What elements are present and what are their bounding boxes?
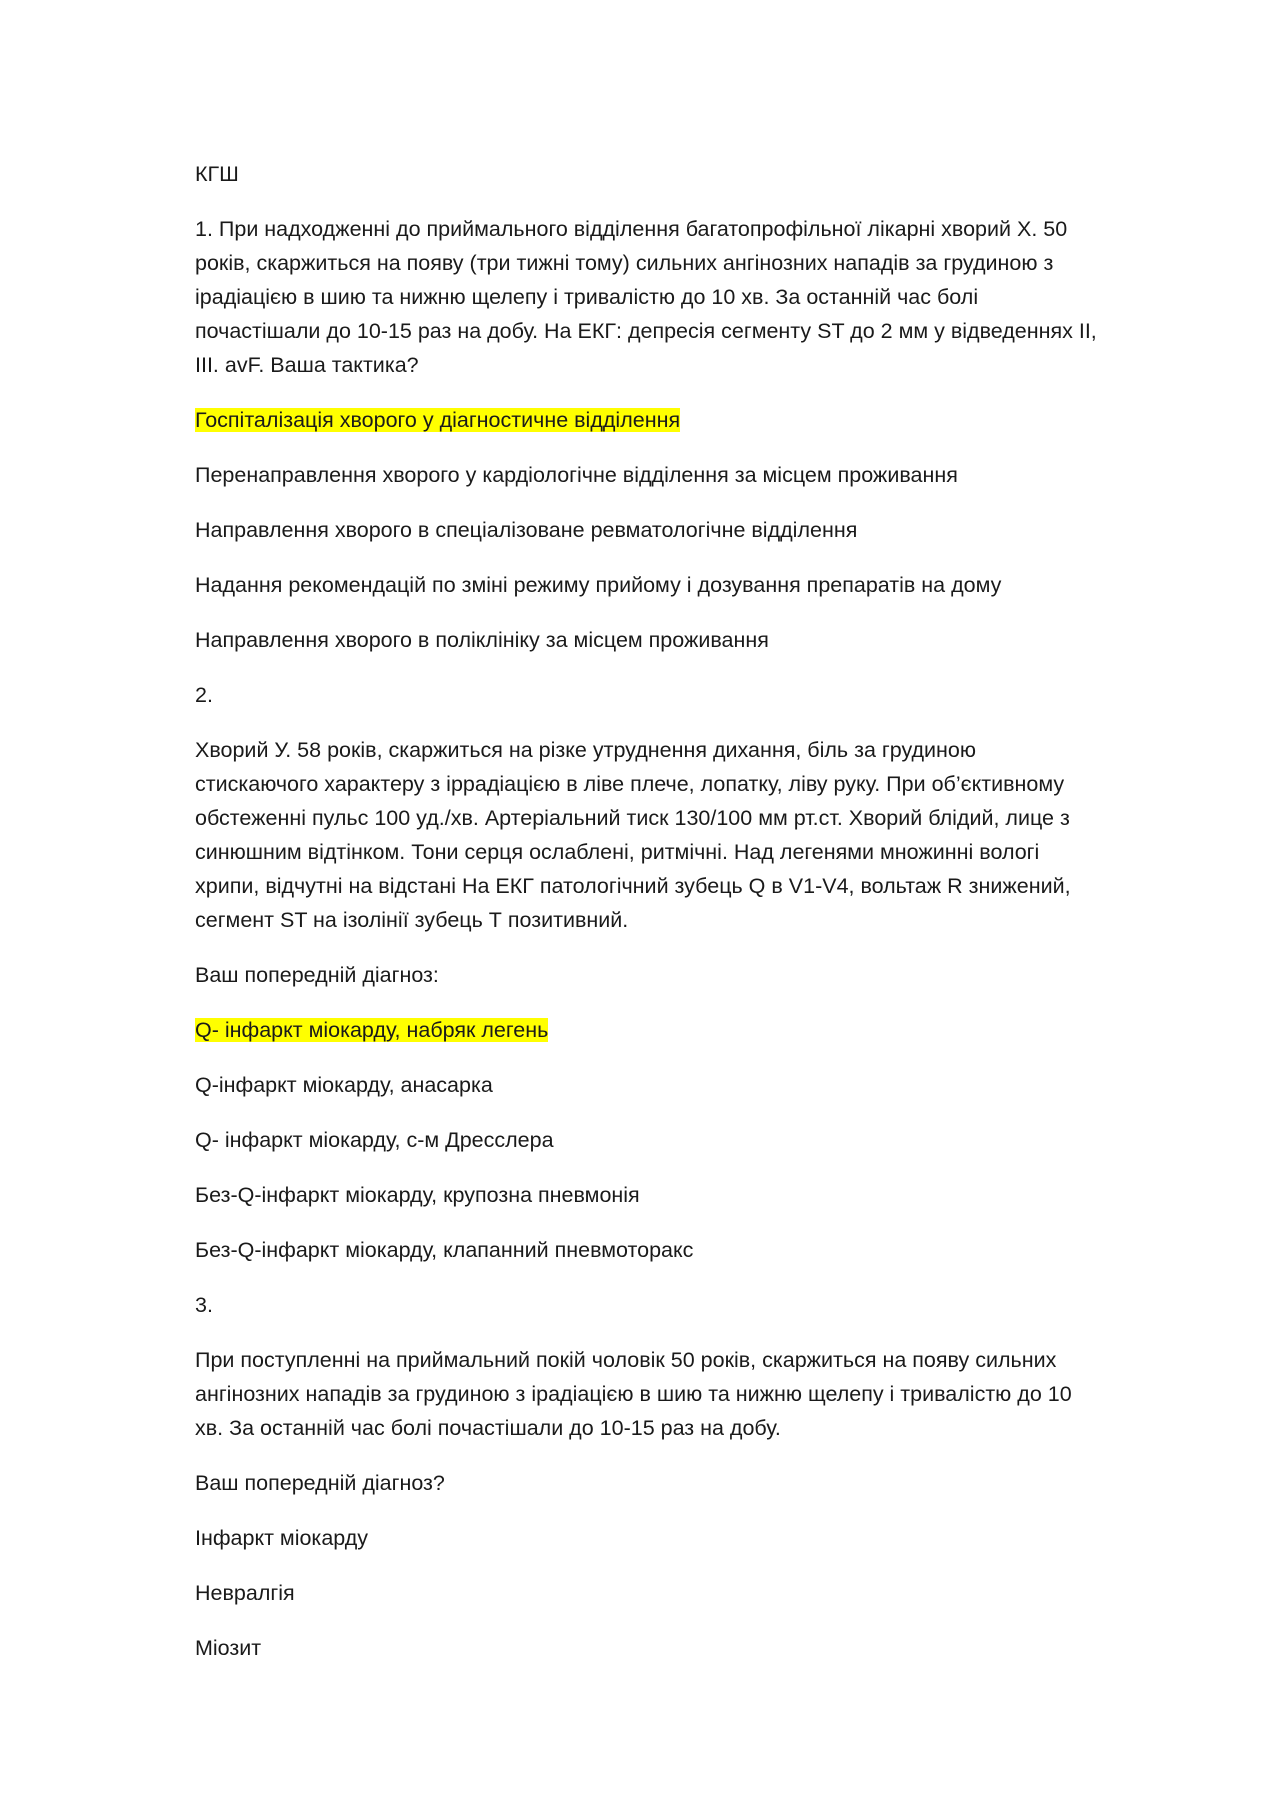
question-3-prompt: Ваш попередній діагноз? (195, 1471, 445, 1495)
q3-option-2: Невралгія (195, 1581, 295, 1605)
q1-option-4: Надання рекомендацій по зміні режиму прийому і дозування препаратів на дому (195, 573, 1002, 597)
question-2-number: 2. (195, 683, 213, 707)
q1-option-2: Перенаправлення хворого у кардіологічне відділення за місцем проживання (195, 463, 958, 487)
question-3-number: 3. (195, 1293, 213, 1317)
document-page (195, 157, 1100, 1686)
q1-option-3: Направлення хворого в спеціалізоване ревматологічне відділення (195, 518, 858, 542)
q1-option-5: Направлення хворого в поліклініку за місцем проживання (195, 628, 769, 652)
q2-option-2: Q-інфаркт міокарду, анасарка (195, 1073, 493, 1097)
highlight-mark: Q- інфаркт міокарду, набряк легень (195, 1018, 549, 1042)
q3-option-3: Міозит (195, 1636, 262, 1660)
q1-option-1-correct (195, 403, 1100, 437)
q2-option-5: Без-Q-інфаркт міокарду, клапанний пневмоторакс (195, 1238, 694, 1262)
question-2-prompt: Ваш попередній діагноз: (195, 963, 439, 987)
question-1-text: 1. При надходженні до приймального відділення багатопрофільної лікарні хворий Х. 50 років, скаржиться на появу (три тижні тому) сильних ангінозних нападів за грудиною з ірадіацією в шию та нижню щелепу і тривалістю до 10 хв. За останній час болі почастішали до 10-15 раз на добу. На ЕКГ: депресія сегменту ST до 2 мм у відведеннях II, III. avF. Ваша тактика? (195, 217, 1097, 377)
q3-option-1: Інфаркт міокарду (195, 1526, 369, 1550)
q2-option-4: Без-Q-інфаркт міокарду, крупозна пневмонія (195, 1183, 640, 1207)
question-3-text: При поступленні на приймальний покій чоловік 50 років, скаржиться на появу сильних ангінозних нападів за грудиною з ірадіацією в шию та нижню щелепу і тривалістю до 10 хв. За останній час болі почастішали до 10-15 раз на добу. (195, 1348, 1072, 1440)
q2-option-1-correct (195, 1013, 1100, 1047)
highlight-mark: Госпіталізація хворого у діагностичне відділення (195, 408, 681, 432)
document-heading: КГШ (195, 162, 239, 186)
question-2-text: Хворий У. 58 років, скаржиться на різке утруднення дихання, біль за грудиною стискаючого характеру з іррадіацією в ліве плече, лопатку, ліву руку. При об’єктивному обстеженні пульс 100 уд./хв. Артеріальний тиск 130/100 мм рт.ст. Хворий блідий, лице з синюшним відтінком. Тони серця ослаблені, ритмічні. Над легенями множинні вологі хрипи, відчутні на відстані На ЕКГ патологічний зубець Q в V1-V4, вольтаж R знижений, сегмент ST на ізолінії зубець Т позитивний. (195, 738, 1071, 932)
q2-option-3: Q- інфаркт міокарду, с-м Дресслера (195, 1128, 554, 1152)
